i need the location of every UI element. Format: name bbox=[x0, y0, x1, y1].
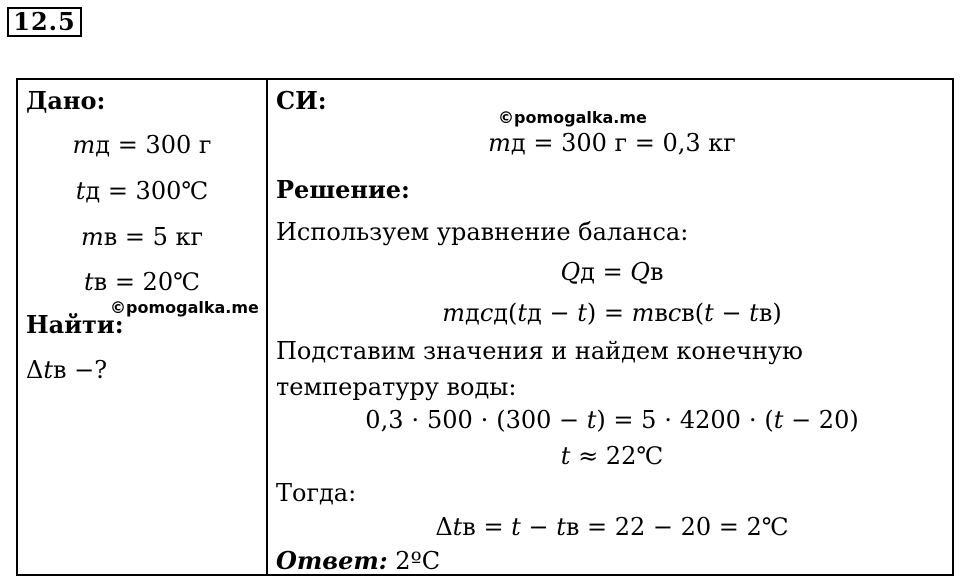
equation-heat-balance: 𝑄д = 𝑄в bbox=[560, 258, 664, 286]
answer-label: Ответ: bbox=[276, 546, 388, 575]
equation-numeric: 0,3 ⋅ 500 ⋅ (300 − 𝑡) = 5 ⋅ 4200 ⋅ (𝑡 − 20) bbox=[365, 406, 859, 434]
given-line-mass-part: 𝑚д = 300 г bbox=[72, 131, 212, 159]
si-line: 𝑚д = 300 г = 0,3 кг bbox=[488, 129, 736, 157]
given-line-temp-water: 𝑡в = 20℃ bbox=[84, 268, 200, 296]
find-value: Δ𝑡в −? bbox=[26, 356, 108, 384]
si-title: СИ: bbox=[276, 86, 327, 115]
equation-result: 𝑡 ≈ 22℃ bbox=[560, 442, 664, 470]
solution-text-substitute: Подставим значения и найдем конечную bbox=[276, 337, 803, 365]
watermark-left: ©pomogalka.me bbox=[110, 298, 259, 317]
find-title: Найти: bbox=[26, 310, 124, 339]
solution-then: Тогда: bbox=[276, 479, 357, 507]
equation-delta: Δ𝑡в = 𝑡 − 𝑡в = 22 − 20 = 2℃ bbox=[435, 513, 789, 541]
given-title: Дано: bbox=[26, 86, 106, 115]
given-line-temp-part: 𝑡д = 300℃ bbox=[75, 177, 209, 205]
watermark-top: ©pomogalka.me bbox=[498, 108, 647, 127]
answer-value: 2ºC bbox=[387, 547, 441, 575]
problem-number: 12.5 bbox=[7, 7, 82, 37]
solution-table bbox=[16, 78, 954, 576]
answer-line bbox=[276, 546, 440, 576]
equation-expanded: 𝑚д𝑐д(𝑡д − 𝑡) = 𝑚в𝑐в(𝑡 − 𝑡в) bbox=[442, 299, 782, 327]
given-line-mass-water: 𝑚в = 5 кг bbox=[80, 223, 204, 251]
solution-text-temperature: температуру воды: bbox=[276, 373, 517, 401]
solution-title: Решение: bbox=[276, 175, 410, 204]
solution-intro: Используем уравнение баланса: bbox=[276, 218, 689, 246]
